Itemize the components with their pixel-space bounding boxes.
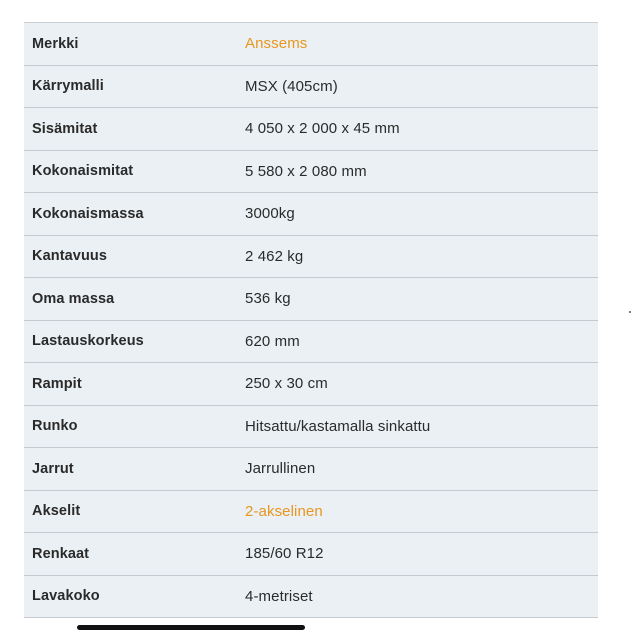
spec-label: Kärrymalli: [24, 65, 243, 108]
spec-value: MSX (405cm): [243, 65, 598, 108]
spec-row-akselit: [24, 490, 598, 533]
spec-label: Jarrut: [24, 448, 243, 491]
spec-row-sisamitat: [24, 108, 598, 151]
spec-table: [24, 22, 598, 618]
spec-row-rampit: [24, 363, 598, 406]
spec-row-runko: [24, 405, 598, 448]
stray-dot: [629, 311, 631, 313]
spec-table-body: [24, 23, 598, 618]
spec-row-kokonaismassa: [24, 193, 598, 236]
spec-row-renkaat: [24, 533, 598, 576]
spec-row-oma-massa: [24, 278, 598, 321]
spec-value: 185/60 R12: [243, 533, 598, 576]
spec-label: Akselit: [24, 490, 243, 533]
spec-label: Lavakoko: [24, 575, 243, 618]
spec-row-karrymalli: [24, 65, 598, 108]
spec-value: 250 x 30 cm: [243, 363, 598, 406]
spec-value: 3000kg: [243, 193, 598, 236]
spec-value: Jarrullinen: [243, 448, 598, 491]
spec-label: Sisämitat: [24, 108, 243, 151]
spec-label: Kokonaismitat: [24, 150, 243, 193]
spec-label: Rampit: [24, 363, 243, 406]
spec-value: 4-metriset: [243, 575, 598, 618]
spec-label: Lastauskorkeus: [24, 320, 243, 363]
spec-value-link[interactable]: Anssems: [243, 23, 598, 66]
spec-row-jarrut: [24, 448, 598, 491]
home-indicator-bar[interactable]: [77, 625, 305, 630]
spec-label: Merkki: [24, 23, 243, 66]
spec-value: 536 kg: [243, 278, 598, 321]
spec-row-merkki: [24, 23, 598, 66]
spec-value: 2 462 kg: [243, 235, 598, 278]
spec-label: Renkaat: [24, 533, 243, 576]
spec-label: Kantavuus: [24, 235, 243, 278]
spec-label: Runko: [24, 405, 243, 448]
spec-value: Hitsattu/kastamalla sinkattu: [243, 405, 598, 448]
spec-value: 4 050 x 2 000 x 45 mm: [243, 108, 598, 151]
spec-label: Oma massa: [24, 278, 243, 321]
spec-label: Kokonaismassa: [24, 193, 243, 236]
spec-value: 5 580 x 2 080 mm: [243, 150, 598, 193]
spec-value-link[interactable]: 2-akselinen: [243, 490, 598, 533]
spec-row-lavakoko: [24, 575, 598, 618]
spec-row-kokonaismitat: [24, 150, 598, 193]
spec-row-kantavuus: [24, 235, 598, 278]
spec-value: 620 mm: [243, 320, 598, 363]
spec-row-lastauskorkeus: [24, 320, 598, 363]
